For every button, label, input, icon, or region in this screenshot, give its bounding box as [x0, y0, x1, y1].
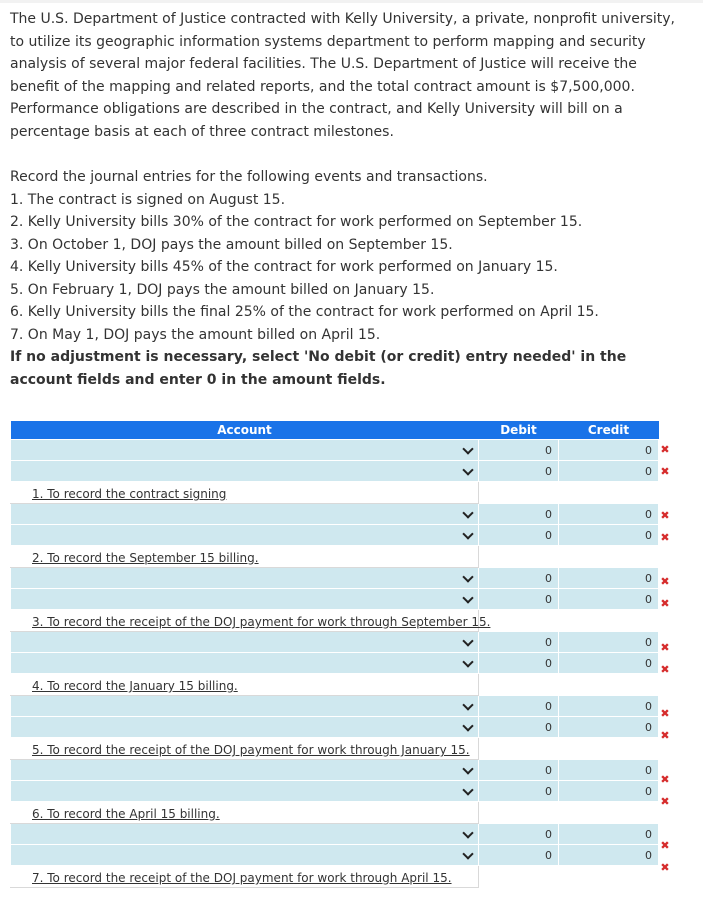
credit-input[interactable]: 0 — [559, 440, 659, 461]
incorrect-icon: ✖ — [660, 861, 670, 874]
credit-input[interactable]: 0 — [559, 461, 659, 482]
memo-cell — [11, 482, 479, 504]
credit-input[interactable]: 0 — [559, 845, 659, 866]
journal-row — [11, 461, 659, 482]
incorrect-icon: ✖ — [660, 663, 670, 676]
journal-entry-table — [10, 421, 659, 888]
journal-row — [11, 525, 659, 546]
instructions-block — [10, 166, 690, 391]
event-item: 4. Kelly University bills 45% of the contract for work performed on January 15. — [10, 259, 558, 275]
memo-empty-cell — [559, 482, 659, 504]
account-select[interactable] — [11, 632, 479, 653]
account-select[interactable] — [11, 696, 479, 717]
chevron-down-icon — [462, 656, 473, 667]
memo-empty-cell — [479, 738, 559, 760]
journal-row — [11, 760, 659, 781]
memo-empty-cell — [479, 482, 559, 504]
chevron-down-icon — [462, 464, 473, 475]
credit-input[interactable]: 0 — [559, 653, 659, 674]
event-item: 5. On February 1, DOJ pays the amount billed on January 15. — [10, 281, 435, 298]
chevron-down-icon — [462, 635, 473, 646]
incorrect-icon: ✖ — [660, 773, 670, 786]
incorrect-icon: ✖ — [660, 509, 670, 522]
memo-cell — [11, 802, 479, 824]
credit-input[interactable]: 0 — [559, 568, 659, 589]
journal-row — [11, 440, 659, 461]
entry-memo-link[interactable]: 2. To record the September 15 billing. — [32, 551, 259, 565]
account-header: Account — [11, 421, 479, 440]
debit-input[interactable]: 0 — [479, 525, 559, 546]
journal-row — [11, 845, 659, 866]
event-item: 1. The contract is signed on August 15. — [10, 191, 286, 208]
account-select[interactable] — [11, 525, 479, 546]
memo-empty-cell — [559, 546, 659, 568]
memo-cell — [11, 674, 479, 696]
entry-memo-link[interactable]: 7. To record the receipt of the DOJ payment for work through April 15. — [32, 871, 452, 885]
credit-input[interactable]: 0 — [559, 717, 659, 738]
entry-memo-link[interactable]: 3. To record the receipt of the DOJ payment for work through September 15. — [32, 615, 491, 629]
chevron-down-icon — [462, 827, 473, 838]
memo-empty-cell — [479, 610, 559, 632]
journal-row — [11, 781, 659, 802]
incorrect-icon: ✖ — [660, 839, 670, 852]
debit-input[interactable]: 0 — [479, 824, 559, 845]
incorrect-icon: ✖ — [660, 641, 670, 654]
account-select[interactable] — [11, 760, 479, 781]
account-select[interactable] — [11, 568, 479, 589]
entry-memo-link[interactable]: 6. To record the April 15 billing. — [32, 807, 220, 821]
memo-empty-cell — [559, 866, 659, 888]
credit-input[interactable]: 0 — [559, 696, 659, 717]
incorrect-icon: ✖ — [660, 729, 670, 742]
account-select[interactable] — [11, 504, 479, 525]
entry-memo-link[interactable]: 4. To record the January 15 billing. — [32, 679, 238, 693]
memo-cell — [11, 610, 491, 632]
instructions-text: Record the journal entries for the following events and transactions. — [10, 169, 488, 185]
account-select[interactable] — [11, 653, 479, 674]
journal-row — [11, 632, 659, 653]
chevron-down-icon — [462, 763, 473, 774]
journal-row — [11, 589, 659, 610]
event-item: 6. Kelly University bills the final 25% of the contract for work performed on April 15. — [10, 304, 599, 320]
chevron-down-icon — [462, 528, 473, 539]
chevron-down-icon — [462, 571, 473, 582]
debit-input[interactable]: 0 — [479, 653, 559, 674]
chevron-down-icon — [462, 443, 473, 454]
top-border — [0, 0, 703, 3]
memo-empty-cell — [559, 738, 659, 760]
memo-row — [11, 546, 659, 568]
account-select[interactable] — [11, 461, 479, 482]
journal-body — [11, 440, 659, 888]
memo-empty-cell — [559, 674, 659, 696]
chevron-down-icon — [462, 784, 473, 795]
debit-input[interactable]: 0 — [479, 760, 559, 781]
debit-header: Debit — [479, 421, 559, 440]
memo-row — [11, 482, 659, 504]
event-item: 2. Kelly University bills 30% of the contract for work performed on September 15. — [10, 214, 583, 230]
memo-empty-cell — [559, 802, 659, 824]
journal-row — [11, 824, 659, 845]
memo-empty-cell — [479, 866, 559, 888]
account-select[interactable] — [11, 781, 479, 802]
debit-input[interactable]: 0 — [479, 568, 559, 589]
chevron-down-icon — [462, 507, 473, 518]
journal-row — [11, 504, 659, 525]
credit-input[interactable]: 0 — [559, 760, 659, 781]
memo-cell — [11, 866, 479, 888]
memo-row — [11, 802, 659, 824]
table-header-row — [11, 421, 659, 440]
problem-statement — [10, 8, 690, 143]
event-item: 3. On October 1, DOJ pays the amount billed on September 15. — [10, 236, 453, 253]
credit-input[interactable]: 0 — [559, 525, 659, 546]
adjustment-note: If no adjustment is necessary, select 'No debit (or credit) entry needed' in the account fields and enter 0 in the amount fields. — [10, 349, 627, 388]
journal-row — [11, 696, 659, 717]
account-select[interactable] — [11, 824, 479, 845]
credit-input[interactable]: 0 — [559, 504, 659, 525]
debit-input[interactable]: 0 — [479, 781, 559, 802]
debit-input[interactable]: 0 — [479, 589, 559, 610]
journal-row — [11, 717, 659, 738]
chevron-down-icon — [462, 592, 473, 603]
journal-row — [11, 568, 659, 589]
chevron-down-icon — [462, 848, 473, 859]
account-select[interactable] — [11, 717, 479, 738]
credit-input[interactable]: 0 — [559, 632, 659, 653]
debit-input[interactable]: 0 — [479, 696, 559, 717]
memo-row — [11, 610, 659, 632]
memo-empty-cell — [479, 546, 559, 568]
account-select[interactable] — [11, 440, 479, 461]
incorrect-icon: ✖ — [660, 443, 670, 456]
incorrect-icon: ✖ — [660, 465, 670, 478]
debit-input[interactable]: 0 — [479, 632, 559, 653]
debit-input[interactable]: 0 — [479, 845, 559, 866]
credit-input[interactable]: 0 — [559, 781, 659, 802]
incorrect-icon: ✖ — [660, 707, 670, 720]
chevron-down-icon — [462, 699, 473, 710]
memo-empty-cell — [479, 802, 559, 824]
entry-memo-link[interactable]: 1. To record the contract signing — [32, 487, 227, 501]
memo-row — [11, 866, 659, 888]
credit-input[interactable]: 0 — [559, 589, 659, 610]
incorrect-icon: ✖ — [660, 597, 670, 610]
incorrect-icon: ✖ — [660, 531, 670, 544]
memo-empty-cell — [559, 610, 659, 632]
journal-row — [11, 653, 659, 674]
debit-input[interactable]: 0 — [479, 461, 559, 482]
memo-cell — [11, 546, 479, 568]
chevron-down-icon — [462, 720, 473, 731]
entry-memo-link[interactable]: 5. To record the receipt of the DOJ payment for work through January 15. — [32, 743, 470, 757]
incorrect-icon: ✖ — [660, 795, 670, 808]
incorrect-icon: ✖ — [660, 575, 670, 588]
account-select[interactable] — [11, 589, 479, 610]
memo-empty-cell — [479, 674, 559, 696]
credit-input[interactable]: 0 — [559, 824, 659, 845]
credit-header: Credit — [559, 421, 659, 440]
event-item: 7. On May 1, DOJ pays the amount billed on April 15. — [10, 326, 381, 343]
debit-input[interactable]: 0 — [479, 504, 559, 525]
problem-paragraph: The U.S. Department of Justice contracted with Kelly University, a private, nonprofit university, to utilize its geographic information systems department to perform mapping and security analysis of several major federal facilities. The U.S. Department of Justice will receive the benefit of the mapping and related reports, and the total contract amount is $7,500,000. Performance obligations are described in the contract, and Kelly University will bill on a percentage basis at each of three contract milestones. — [10, 11, 675, 140]
debit-input[interactable]: 0 — [479, 717, 559, 738]
memo-row — [11, 738, 659, 760]
debit-input[interactable]: 0 — [479, 440, 559, 461]
memo-row — [11, 674, 659, 696]
account-select[interactable] — [11, 845, 479, 866]
memo-cell — [11, 738, 479, 760]
